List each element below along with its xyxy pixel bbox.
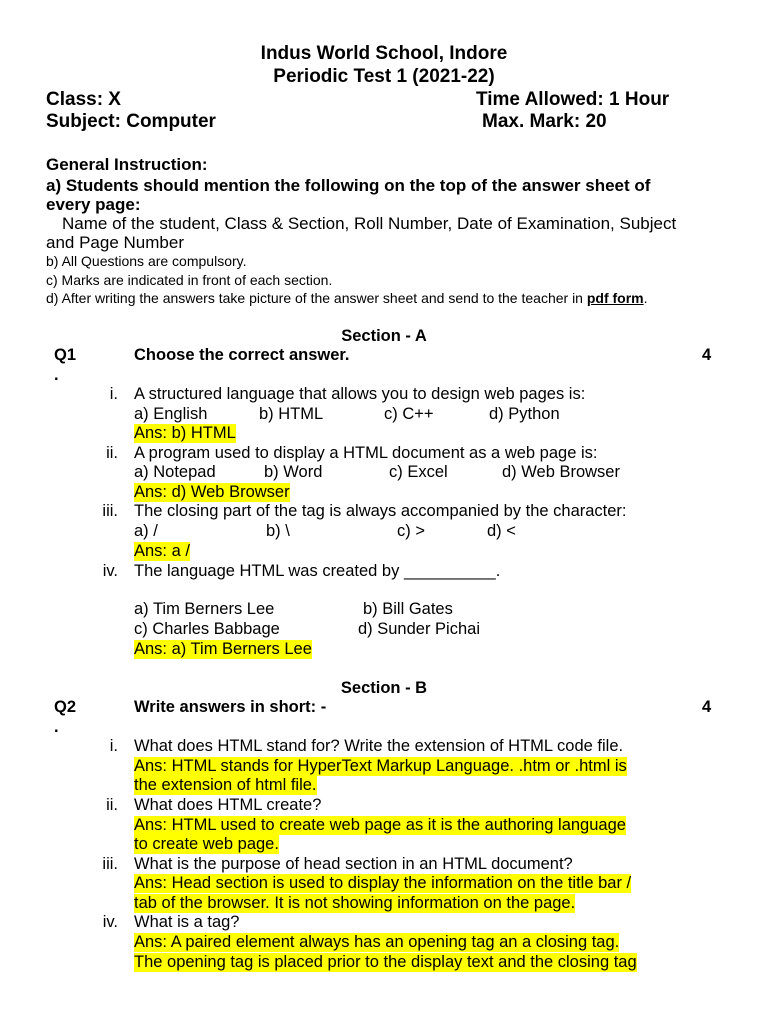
section-b-title: Section - B bbox=[340, 679, 428, 697]
q1-i-question: A structured language that allows you to design web pages is: bbox=[134, 385, 586, 403]
q1-i-option-c: c) C++ bbox=[384, 405, 434, 423]
class-label: Class: X bbox=[46, 89, 121, 110]
q1-dot: . bbox=[54, 366, 59, 384]
subject-label: Subject: Computer bbox=[46, 111, 216, 132]
q2-iii-answer-line2: tab of the browser. It is not showing information on the page. bbox=[134, 894, 576, 912]
q2-iii-answer-line1: Ans: Head section is used to display the information on the title bar / bbox=[134, 874, 632, 892]
q1-iv-answer: Ans: a) Tim Berners Lee bbox=[134, 640, 312, 658]
q2-ii-number: ii. bbox=[106, 796, 118, 814]
q2-ii-answer-line1: Ans: HTML used to create web page as it is the authoring language bbox=[134, 816, 626, 834]
q2-iv-number: iv. bbox=[102, 913, 118, 931]
q1-iv-option-d: d) Sunder Pichai bbox=[358, 620, 480, 638]
q1-ii-option-a: a) Notepad bbox=[134, 463, 216, 481]
q2-i-number: i. bbox=[109, 737, 118, 755]
q1-ii-number: ii. bbox=[106, 444, 118, 462]
school-name: Indus World School, Indore bbox=[260, 43, 508, 64]
instruction-d-text: d) After writing the answers take picture of the answer sheet and send to the teacher in bbox=[46, 290, 587, 306]
q1-i-option-a: a) English bbox=[134, 405, 208, 423]
q2-iii-number: iii. bbox=[102, 855, 118, 873]
q2-iii-question: What is the purpose of head section in an HTML document? bbox=[134, 855, 573, 873]
instruction-b: b) All Questions are compulsory. bbox=[46, 253, 247, 269]
section-a-title: Section - A bbox=[341, 327, 427, 345]
q1-iii-question: The closing part of the tag is always accompanied by the character: bbox=[134, 502, 627, 520]
instructions-title: General Instruction: bbox=[46, 155, 208, 174]
q2-label: Q2 bbox=[54, 698, 77, 716]
q1-label: Q1 bbox=[54, 346, 77, 364]
q2-iv-answer-line1: Ans: A paired element always has an opening tag an a closing tag. bbox=[134, 933, 620, 951]
instruction-names-line1: Name of the student, Class & Section, Roll Number, Date of Examination, Subject bbox=[62, 214, 677, 233]
q1-ii-answer: Ans: d) Web Browser bbox=[134, 483, 290, 501]
q2-text: Write answers in short: - bbox=[134, 698, 327, 716]
q1-iv-question: The language HTML was created by __________. bbox=[134, 562, 501, 580]
q1-ii-option-c: c) Excel bbox=[389, 463, 448, 481]
q1-iii-number: iii. bbox=[102, 502, 118, 520]
q2-ii-answer-line2: to create web page. bbox=[134, 835, 279, 853]
instruction-a-line1: a) Students should mention the following on the top of the answer sheet of bbox=[46, 176, 651, 195]
q1-iii-option-d: d) < bbox=[487, 522, 516, 540]
q2-iv-answer-line2: The opening tag is placed prior to the display text and the closing tag bbox=[134, 953, 637, 971]
q1-ii-question: A program used to display a HTML document as a web page is: bbox=[134, 444, 598, 462]
q1-iii-option-c: c) > bbox=[397, 522, 425, 540]
q1-iii-option-a: a) / bbox=[134, 522, 158, 540]
q1-marks: 4 bbox=[702, 346, 712, 364]
q1-iv-option-b: b) Bill Gates bbox=[363, 600, 453, 618]
instruction-c: c) Marks are indicated in front of each section. bbox=[46, 272, 333, 288]
q1-i-option-d: d) Python bbox=[489, 405, 560, 423]
q1-iii-answer: Ans: a / bbox=[134, 542, 190, 560]
q1-iv-option-a: a) Tim Berners Lee bbox=[134, 600, 275, 618]
q2-iv-question: What is a tag? bbox=[134, 913, 240, 931]
q1-iv-number: iv. bbox=[102, 562, 118, 580]
instruction-d-suffix: . bbox=[643, 290, 648, 306]
q2-ii-question: What does HTML create? bbox=[134, 796, 322, 814]
instruction-d bbox=[46, 290, 648, 306]
q1-iv-option-c: c) Charles Babbage bbox=[134, 620, 280, 638]
test-title: Periodic Test 1 (2021-22) bbox=[273, 66, 495, 87]
q1-text: Choose the correct answer. bbox=[134, 346, 350, 364]
q2-i-answer-line2: the extension of html file. bbox=[134, 776, 317, 794]
q1-iii-option-b: b) \ bbox=[266, 522, 290, 540]
q2-i-question: What does HTML stand for? Write the extension of HTML code file. bbox=[134, 737, 624, 755]
max-mark: Max. Mark: 20 bbox=[482, 111, 607, 132]
q1-i-answer: Ans: b) HTML bbox=[134, 424, 236, 442]
pdf-form-link: pdf form bbox=[586, 290, 644, 306]
q1-ii-option-b: b) Word bbox=[264, 463, 323, 481]
time-allowed: Time Allowed: 1 Hour bbox=[476, 89, 670, 110]
q1-i-number: i. bbox=[109, 385, 118, 403]
q2-dot: . bbox=[54, 718, 59, 736]
q1-i-option-b: b) HTML bbox=[259, 405, 324, 423]
q2-marks: 4 bbox=[702, 698, 712, 716]
instruction-a-line2: every page: bbox=[46, 195, 141, 214]
q1-ii-option-d: d) Web Browser bbox=[502, 463, 620, 481]
q2-i-answer-line1: Ans: HTML stands for HyperText Markup Language. .htm or .html is bbox=[134, 757, 627, 775]
instruction-names-line2: and Page Number bbox=[46, 233, 184, 252]
